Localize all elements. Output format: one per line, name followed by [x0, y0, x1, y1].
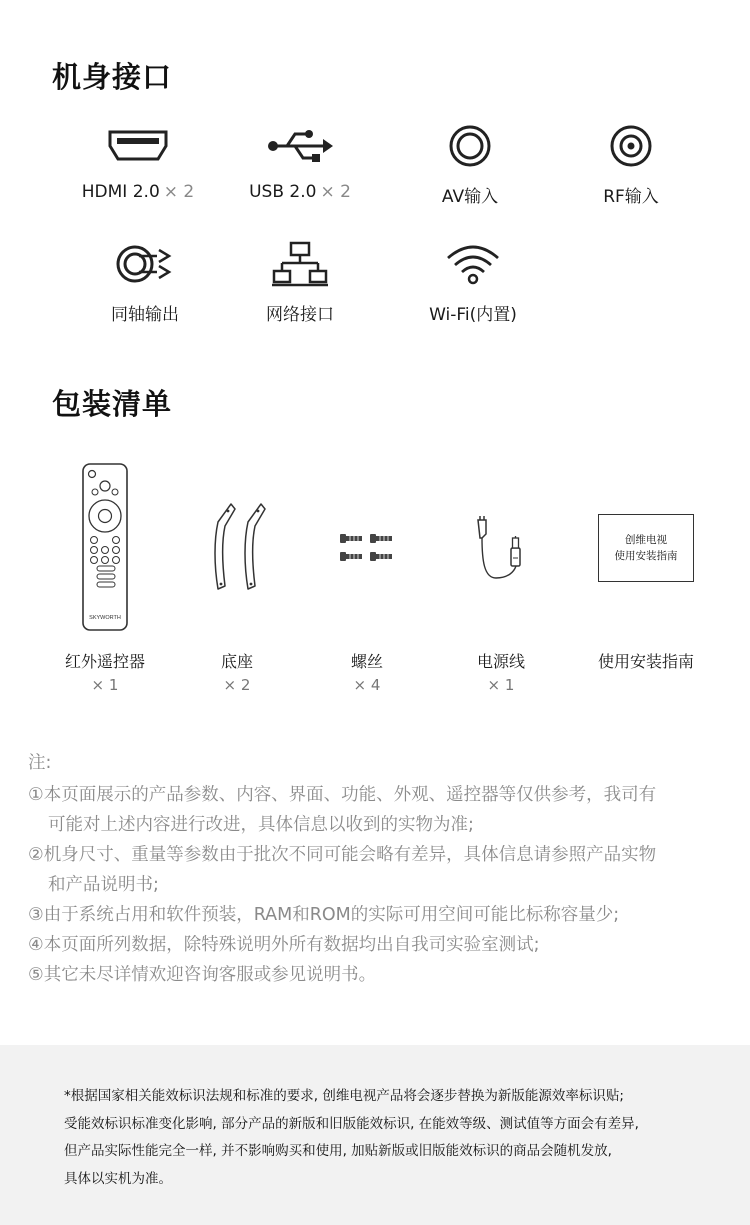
network-port-icon: [230, 238, 370, 290]
interface-label: RF输入: [603, 187, 659, 207]
package-item-label: 电源线: [476, 652, 525, 671]
manual-cover-subtitle: 使用安装指南: [614, 549, 678, 562]
package-item-qty: × 4: [353, 676, 381, 694]
hdmi-port-icon: [68, 120, 208, 172]
package-screws: [297, 460, 437, 694]
manual-cover-title: 创维电视: [625, 533, 667, 546]
package-power-cord: [431, 460, 571, 694]
power-cord-icon: [431, 460, 571, 635]
av-input-icon: [400, 120, 540, 172]
interface-wifi: [403, 238, 543, 325]
rf-input-icon: [561, 120, 701, 172]
package-stand: [167, 460, 307, 694]
usb-icon: [230, 120, 370, 172]
disclaimer-line: *根据国家相关能效标识法规和标准的要求, 创维电视产品将会逐步替换为新版能源效率标识贴;: [64, 1088, 624, 1104]
package-section-title: 包装清单: [52, 387, 173, 421]
disclaimer-line: 但产品实际性能完全一样, 并不影响购买和使用, 加贴新版或旧版能效标识的商品会随机发放,: [64, 1143, 612, 1159]
interface-qty: × 2: [163, 182, 195, 202]
wifi-icon: [403, 238, 543, 290]
interface-rf: [561, 120, 701, 207]
package-item-label: 螺丝: [350, 652, 383, 671]
package-remote: [35, 460, 175, 694]
note-line: ④本页面所列数据，除特殊说明外所有数据均出自我司实验室测试;: [28, 935, 540, 955]
interface-network: [230, 238, 370, 325]
package-item-label: 红外遥控器: [64, 652, 145, 671]
interfaces-section-title: 机身接口: [52, 60, 173, 94]
package-item-qty: × 2: [223, 676, 251, 694]
interface-av: [400, 120, 540, 207]
package-item-qty: × 1: [91, 676, 119, 694]
notes-block: [28, 748, 728, 990]
package-item-qty: × 1: [487, 676, 515, 694]
note-line: ②机身尺寸、重量等参数由于批次不同可能会略有差异，具体信息请参照产品实物: [28, 845, 657, 865]
package-item-label: 底座: [220, 652, 253, 671]
interface-label: USB 2.0: [249, 182, 317, 202]
interface-usb: [230, 120, 370, 202]
note-line: 可能对上述内容进行改进，具体信息以收到的实物为准;: [48, 815, 474, 835]
note-line: ⑤其它未尽详情欢迎咨询客服或参见说明书。: [28, 965, 377, 985]
interface-label: 同轴输出: [111, 305, 179, 325]
interface-label: 网络接口: [266, 305, 334, 325]
note-line: ①本页面展示的产品参数、内容、界面、功能、外观、遥控器等仅供参考，我司有: [28, 785, 657, 805]
interface-label: AV输入: [441, 187, 499, 207]
coaxial-output-icon: [75, 238, 215, 290]
interface-coaxial: [75, 238, 215, 325]
disclaimer-line: 受能效标识标准变化影响, 部分产品的新版和旧版能效标识, 在能效等级、测试值等方面会有差异,: [64, 1115, 639, 1132]
package-item-qty: [576, 676, 716, 694]
interface-label: HDMI 2.0: [81, 182, 160, 202]
energy-label-disclaimer: [0, 1045, 750, 1225]
interface-hdmi: [68, 120, 208, 202]
remote-brand-text: SKYWORTH: [89, 614, 121, 621]
interface-label: Wi-Fi(内置): [429, 305, 517, 325]
manual-booklet-icon: [576, 460, 716, 635]
note-line: 和产品说明书;: [48, 875, 159, 895]
disclaimer-line: 具体以实机为准。: [64, 1170, 172, 1187]
note-line: ③由于系统占用和软件预装，RAM和ROM的实际可用空间可能比标称容量少;: [28, 905, 620, 925]
screws-icon: [297, 460, 437, 635]
remote-control-icon: [35, 460, 175, 635]
notes-heading: 注:: [28, 753, 52, 773]
stand-legs-icon: [167, 460, 307, 635]
interface-qty: × 2: [320, 182, 351, 202]
package-item-label: 使用安装指南: [597, 652, 694, 671]
package-manual: [576, 460, 716, 694]
